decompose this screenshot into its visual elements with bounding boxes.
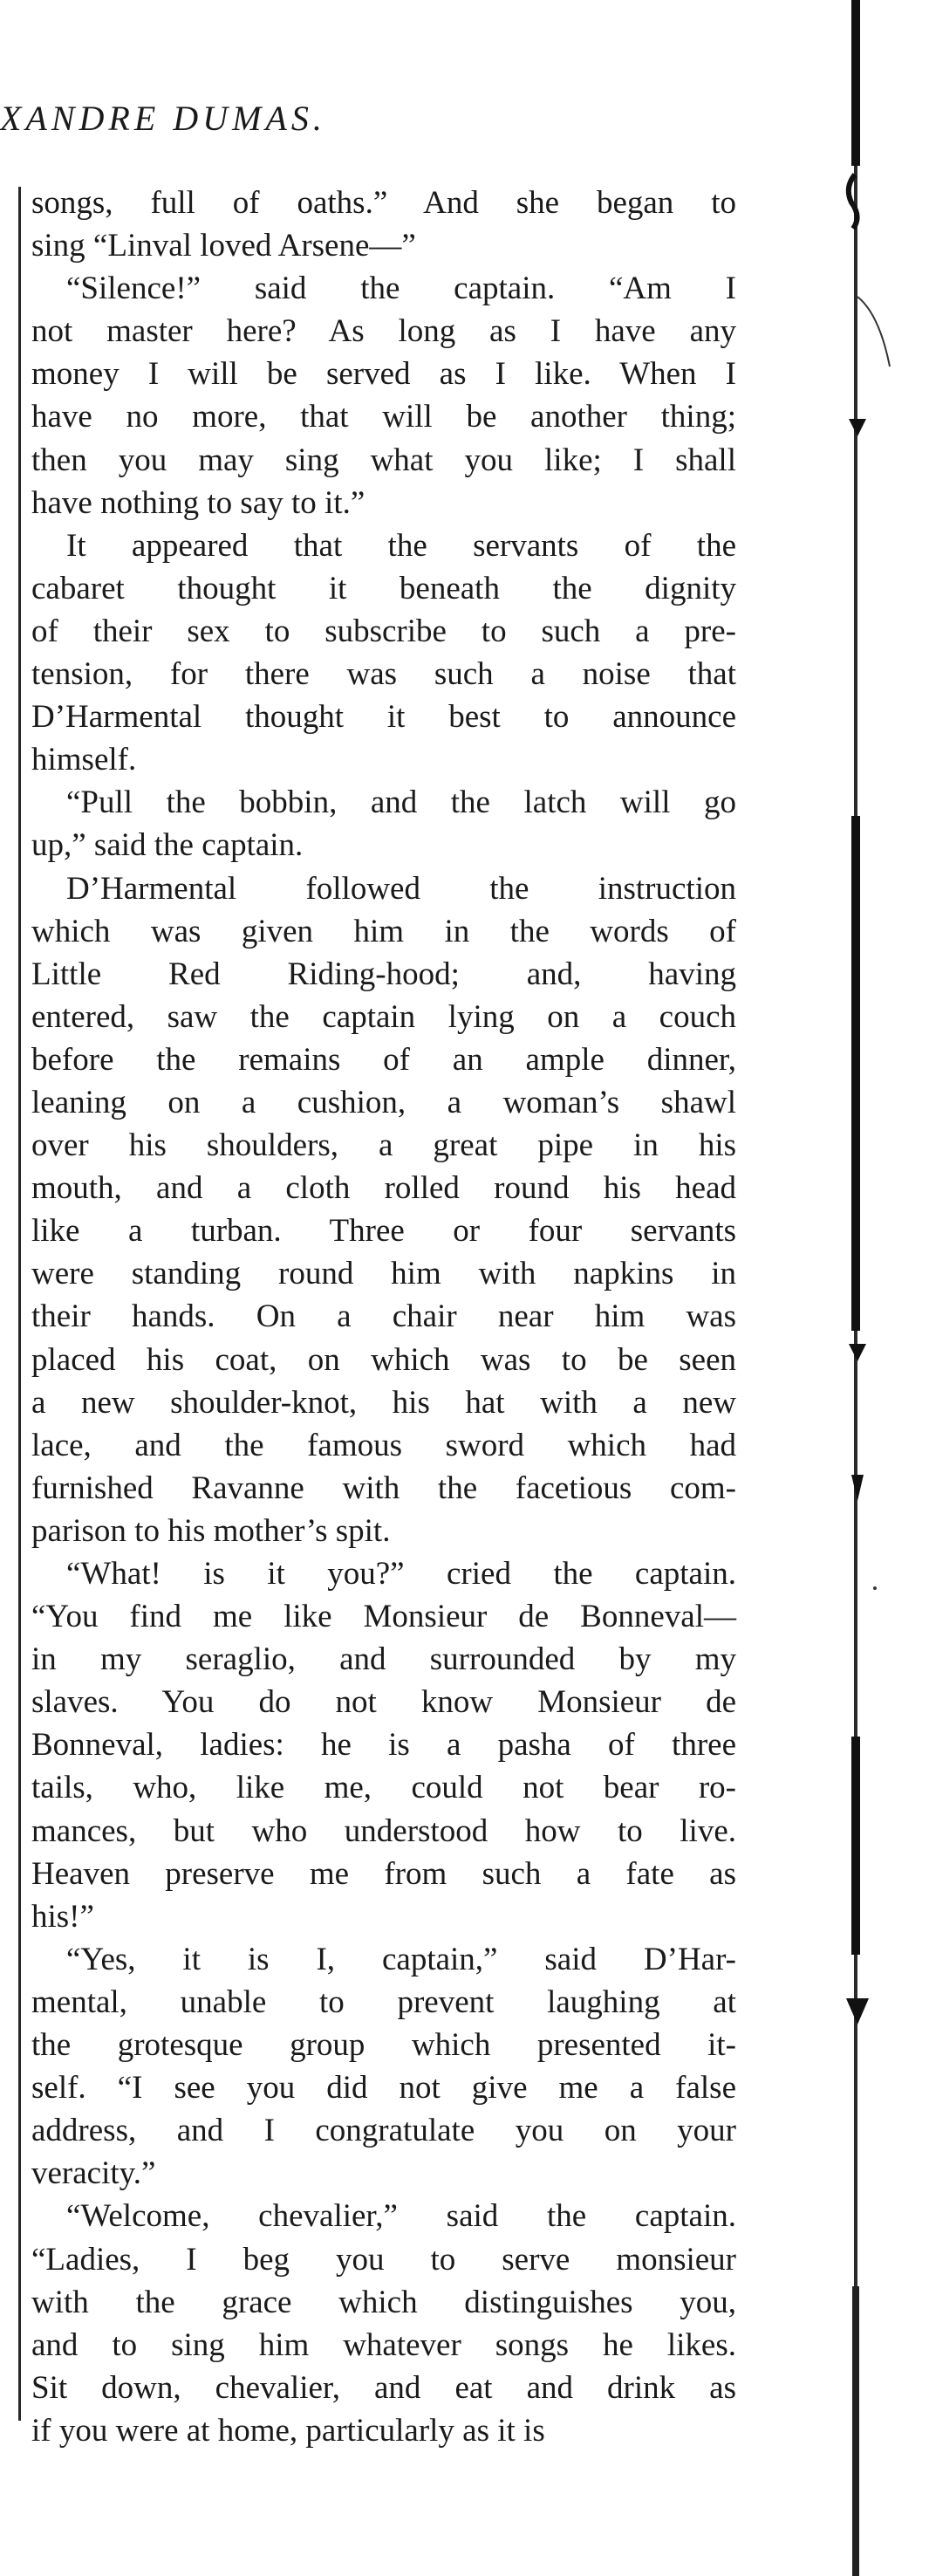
text-line: himself. xyxy=(31,742,137,778)
text-line: entered, saw the captain lying on a couch xyxy=(31,998,736,1035)
text-line: address, and I congratulate you on your xyxy=(31,2113,736,2149)
text-line: the grotesque group which presented it- xyxy=(31,2027,736,2064)
text-line: in my seraglio, and surrounded by my xyxy=(31,1641,736,1678)
column-rule xyxy=(18,187,21,2421)
text-line: like a turban. Three or four servants xyxy=(31,1213,736,1250)
text-column xyxy=(31,182,736,2452)
text-line: D’Harmental followed the instruction xyxy=(66,870,736,907)
text-line: Little Red Riding-hood; and, having xyxy=(31,956,736,992)
text-line: then you may sing what you like; I shall xyxy=(31,442,736,478)
binding-tick-2 xyxy=(849,1344,866,1361)
binding-thread xyxy=(857,297,890,367)
text-line: “Ladies, I beg you to serve monsieur xyxy=(31,2241,736,2278)
text-line: money I will be served as I like. When I xyxy=(31,356,736,393)
text-line: were standing round him with napkins in xyxy=(31,1256,736,1292)
running-head: XANDRE DUMAS. xyxy=(0,99,326,138)
text-line: leaning on a cushion, a woman’s shawl xyxy=(31,1084,736,1120)
text-line: Sit down, chevalier, and eat and drink as xyxy=(31,2369,736,2406)
text-line: which was given him in the words of xyxy=(31,913,736,949)
paragraph xyxy=(31,867,736,1553)
text-line: a new shoulder-knot, his hat with a new xyxy=(31,1384,736,1421)
text-line: not master here? As long as I have any xyxy=(31,313,736,350)
text-line: before the remains of an ample dinner, xyxy=(31,1041,736,1078)
text-line: “Welcome, chevalier,” said the captain. xyxy=(66,2198,736,2235)
text-line: have no more, that will be another thing; xyxy=(31,399,736,435)
text-line: D’Harmental thought it best to announce xyxy=(31,699,736,736)
text-line: mances, but who understood how to live. xyxy=(31,1812,736,1849)
text-line: It appeared that the servants of the xyxy=(66,527,736,564)
paragraph xyxy=(31,1938,736,2196)
text-line: parison to his mother’s spit. xyxy=(31,1512,391,1549)
text-line: with the grace which distinguishes you, xyxy=(31,2284,736,2320)
paragraph xyxy=(31,267,736,524)
text-line: and to sing him whatever songs he likes. xyxy=(31,2326,736,2363)
text-line: of their sex to subscribe to such a pre- xyxy=(31,613,736,649)
binding-gutter-marks xyxy=(836,0,897,2576)
text-line: mouth, and a cloth rolled round his head xyxy=(31,1170,736,1207)
paragraph xyxy=(31,2195,736,2452)
binding-tick-1 xyxy=(849,419,866,436)
text-line: Bonneval, ladies: he is a pasha of three xyxy=(31,1727,736,1764)
text-line: his!” xyxy=(31,1898,94,1935)
binding-edge-heavy-top xyxy=(851,0,860,166)
binding-dot xyxy=(873,1586,877,1590)
text-line: slaves. You do not know Monsieur de xyxy=(31,1684,736,1721)
text-line: placed his coat, on which was to be seen xyxy=(31,1341,736,1378)
paragraph xyxy=(31,182,736,267)
binding-tick-3 xyxy=(851,1475,864,1501)
text-line: “You find me like Monsieur de Bonneval— xyxy=(31,1599,736,1635)
text-line: self. “I see you did not give me a false xyxy=(31,2070,736,2107)
text-line: “What! is it you?” cried the captain. xyxy=(66,1556,736,1592)
binding-edge-heavy-low xyxy=(851,1737,860,1955)
text-line: furnished Ravanne with the facetious com- xyxy=(31,1470,736,1506)
text-line: if you were at home, particularly as it is xyxy=(31,2412,545,2449)
binding-edge-heavy-bottom xyxy=(852,2286,859,2576)
text-line: Heaven preserve me from such a fate as xyxy=(31,1855,736,1892)
text-line: cabaret thought it beneath the dignity xyxy=(31,570,736,606)
text-line: lace, and the famous sword which had xyxy=(31,1427,736,1463)
paragraph xyxy=(31,781,736,867)
paragraph xyxy=(31,524,736,782)
text-line: tails, who, like me, could not bear ro- xyxy=(31,1770,736,1806)
text-line: their hands. On a chair near him was xyxy=(31,1298,736,1335)
text-line: up,” said the captain. xyxy=(31,827,304,864)
text-line: “Pull the bobbin, and the latch will go xyxy=(66,784,736,821)
text-line: over his shoulders, a great pipe in his xyxy=(31,1127,736,1164)
text-line: veracity.” xyxy=(31,2155,156,2192)
text-line: mental, unable to prevent laughing at xyxy=(31,1983,736,2020)
text-line: songs, full of oaths.” And she began to xyxy=(31,185,736,221)
text-line: “Silence!” said the captain. “Am I xyxy=(66,271,736,307)
text-line: tension, for there was such a noise that xyxy=(31,656,736,693)
text-line: have nothing to say to it.” xyxy=(31,484,365,521)
binding-edge-heavy-mid xyxy=(851,816,860,1331)
paragraph xyxy=(31,1552,736,1938)
binding-tick-4 xyxy=(846,1998,869,2024)
text-line: “Yes, it is I, captain,” said D’Har- xyxy=(66,1941,736,1977)
text-line: sing “Linval loved Arsene—” xyxy=(31,228,416,264)
